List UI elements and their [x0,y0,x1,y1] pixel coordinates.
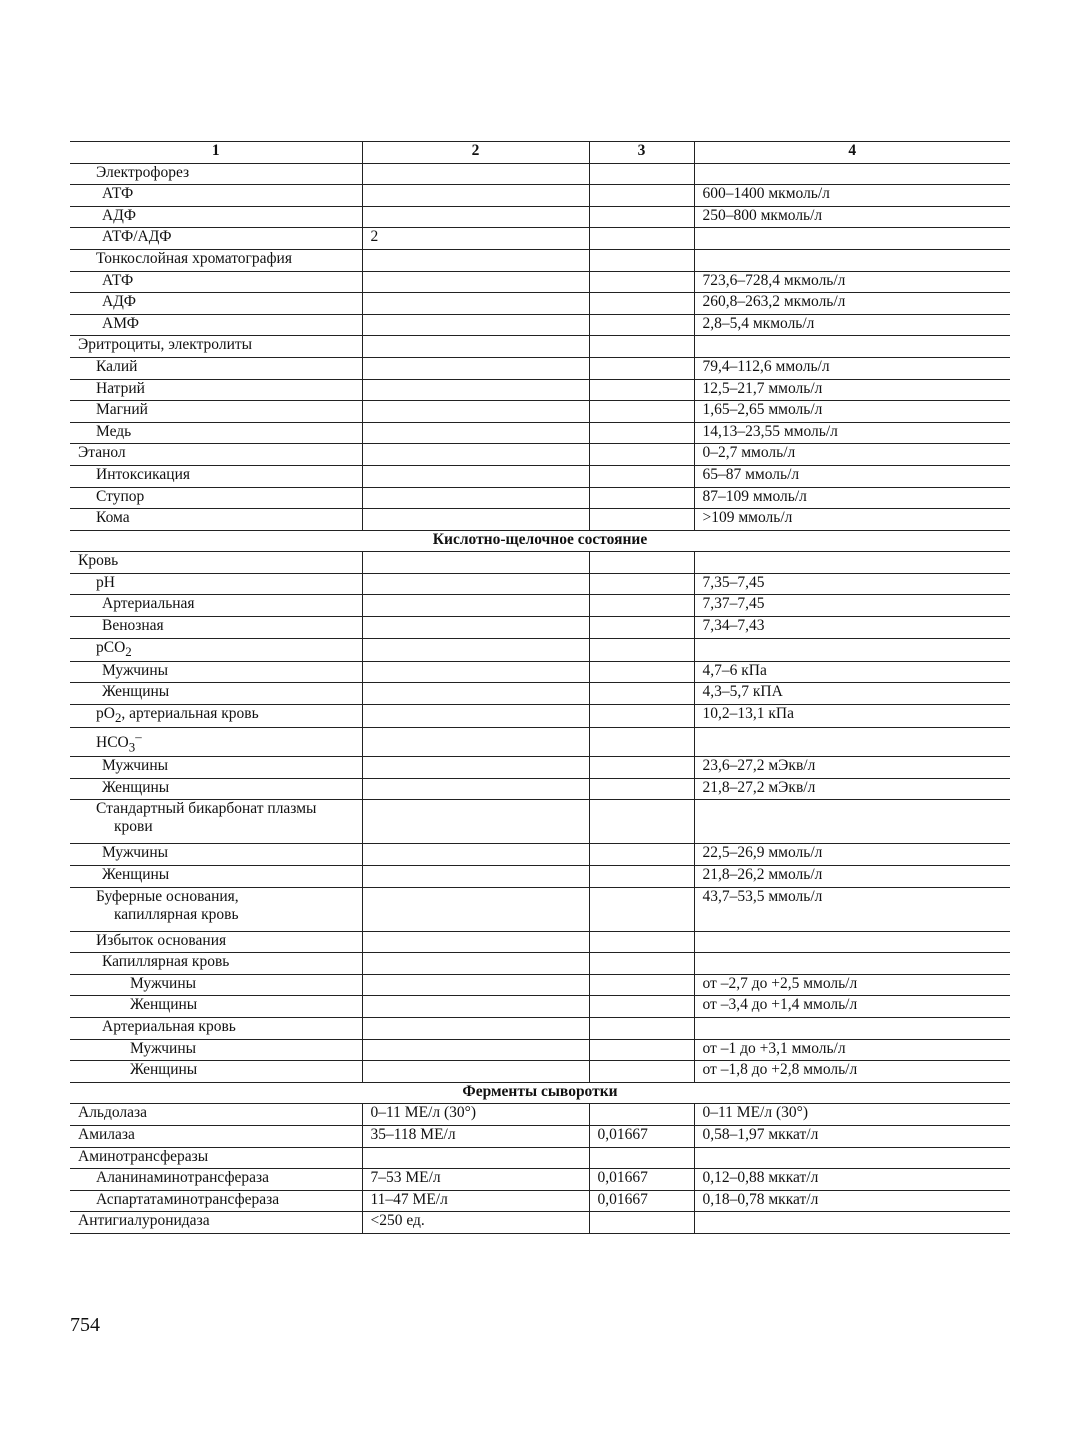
parameter-name-tail: , артериальная кровь [121,704,259,722]
section-title: Ферменты сыворотки [70,1082,1010,1104]
si-units-cell: 7,37–7,45 [694,595,1010,617]
conversion-factor-cell [589,185,694,207]
si-units-cell: >109 ммоль/л [694,509,1010,531]
conventional-units-cell [362,293,589,315]
parameter-cell [70,249,362,271]
conversion-factor-cell [589,844,694,866]
parameter-name: Мужчины [130,1039,197,1057]
conversion-factor-cell [589,974,694,996]
conventional-units-cell [362,778,589,800]
parameter-name: Альдолаза [78,1104,148,1122]
conversion-factor-cell [589,800,694,844]
parameter-name: АТФ [102,271,134,289]
si-units-cell [694,1212,1010,1234]
conversion-factor-cell [589,249,694,271]
parameter-cell [70,293,362,315]
parameter-name: HCO [96,734,129,752]
parameter-name: АТФ/АДФ [102,228,172,246]
conventional-units-cell: 2 [362,228,589,250]
conversion-factor-cell [589,638,694,661]
si-units-cell [694,163,1010,185]
parameter-cell [70,844,362,866]
conventional-units-cell [362,465,589,487]
si-units-cell: 1,65–2,65 ммоль/л [694,401,1010,423]
parameter-cell [70,185,362,207]
conventional-units-cell [362,1061,589,1083]
parameter-name: Мужчины [130,974,197,992]
subscript: 2 [114,710,122,726]
conversion-factor-cell [589,1147,694,1169]
parameter-name: Женщины [102,778,170,796]
parameter-name: Аминотрансферазы [78,1147,209,1165]
conventional-units-cell [362,249,589,271]
conventional-units-cell [362,185,589,207]
parameter-name: pCO [96,638,126,656]
table-row [70,595,1010,617]
table-row [70,704,1010,727]
conventional-units-cell [362,617,589,639]
parameter-name: Капиллярная кровь [102,953,230,971]
parameter-name: Амилаза [78,1126,135,1143]
conventional-units-cell [362,953,589,975]
si-units-cell [694,1018,1010,1040]
subscript: 3 [128,739,136,755]
section-header-row [70,530,1010,552]
table-row [70,996,1010,1018]
si-units-cell [694,953,1010,975]
parameter-cell [70,1126,362,1148]
table-row [70,866,1010,888]
table-row [70,1212,1010,1234]
parameter-cell [70,271,362,293]
conventional-units-cell [362,887,589,931]
parameter-cell [70,1061,362,1083]
conventional-units-cell [362,271,589,293]
parameter-name-continued: капиллярная кровь [114,905,239,923]
table-row [70,163,1010,185]
parameter-cell [70,728,362,757]
si-units-cell: 2,8–5,4 мкмоль/л [694,314,1010,336]
si-units-cell: 0,58–1,97 мккат/л [694,1126,1010,1148]
table-row [70,293,1010,315]
parameter-cell [70,1190,362,1212]
conventional-units-cell [362,661,589,683]
conventional-units-cell [362,931,589,953]
table-row [70,444,1010,466]
conventional-units-cell [362,422,589,444]
conventional-units-cell [362,509,589,531]
table-row [70,1039,1010,1061]
si-units-cell: 14,13–23,55 ммоль/л [694,422,1010,444]
conventional-units-cell: 35–118 МЕ/л [362,1126,589,1148]
table-row [70,314,1010,336]
conversion-factor-cell [589,206,694,228]
conversion-factor-cell [589,1039,694,1061]
si-units-cell: от –1,8 до +2,8 ммоль/л [694,1061,1010,1083]
si-units-cell: 21,8–26,2 ммоль/л [694,866,1010,888]
si-units-cell [694,228,1010,250]
table-row [70,800,1010,844]
table-row [70,401,1010,423]
parameter-cell [70,1212,362,1234]
si-units-cell: 23,6–27,2 мЭкв/л [694,757,1010,779]
section-header-row [70,1082,1010,1104]
conversion-factor-cell [589,271,694,293]
parameter-cell [70,379,362,401]
parameter-cell [70,704,362,727]
conversion-factor-cell [589,1104,694,1126]
parameter-name: АДФ [102,206,137,224]
si-units-cell: 87–109 ммоль/л [694,487,1010,509]
table-row [70,778,1010,800]
parameter-cell [70,228,362,250]
parameter-name: Электрофорез [96,163,190,181]
si-units-cell [694,800,1010,844]
conversion-factor-cell: 0,01667 [589,1169,694,1191]
parameter-name: Магний [96,401,148,419]
si-units-cell: от –3,4 до +1,4 ммоль/л [694,996,1010,1018]
conversion-factor-cell [589,379,694,401]
parameter-name: Кровь [78,552,119,570]
parameter-name: Калий [96,357,138,375]
parameter-name: Этанол [78,444,126,462]
parameter-name: Венозная [102,617,164,635]
header-col-4: 4 [694,142,1010,164]
conventional-units-cell [362,314,589,336]
parameter-name: Интоксикация [96,465,191,483]
parameter-cell [70,778,362,800]
table-row [70,1147,1010,1169]
header-col-2: 2 [362,142,589,164]
parameter-name: АМФ [102,314,140,332]
conventional-units-cell [362,1039,589,1061]
parameter-cell [70,444,362,466]
conversion-factor-cell [589,465,694,487]
parameter-cell [70,683,362,705]
si-units-cell: 0–11 МЕ/л (30°) [694,1104,1010,1126]
parameter-cell [70,661,362,683]
si-units-cell [694,249,1010,271]
parameter-name: Мужчины [102,757,169,775]
parameter-name: Мужчины [102,661,169,679]
parameter-cell [70,401,362,423]
conversion-factor-cell [589,1018,694,1040]
conversion-factor-cell [589,444,694,466]
parameter-cell [70,887,362,931]
conversion-factor-cell [589,1212,694,1234]
si-units-cell: 0,12–0,88 мккат/л [694,1169,1010,1191]
conventional-units-cell [362,379,589,401]
parameter-cell [70,206,362,228]
parameter-name: Женщины [130,1061,198,1079]
conventional-units-cell [362,1018,589,1040]
parameter-name: Артериальная [102,595,195,613]
table-row [70,638,1010,661]
table-row [70,379,1010,401]
parameter-name: Тонкослойная хроматография [96,249,292,267]
table-row [70,661,1010,683]
parameter-name: Избыток основания [96,931,227,949]
parameter-name: Медь [96,422,132,440]
conversion-factor-cell [589,661,694,683]
si-units-cell [694,1147,1010,1169]
conversion-factor-cell [589,573,694,595]
conventional-units-cell [362,487,589,509]
page-number: 754 [70,1314,100,1336]
parameter-cell [70,996,362,1018]
conversion-factor-cell [589,778,694,800]
parameter-cell [70,509,362,531]
parameter-cell [70,1169,362,1191]
parameter-name: Женщины [130,996,198,1014]
si-units-cell [694,931,1010,953]
conversion-factor-cell [589,683,694,705]
conventional-units-cell [362,757,589,779]
table-row [70,1104,1010,1126]
parameter-cell [70,163,362,185]
si-units-cell: 79,4–112,6 ммоль/л [694,357,1010,379]
table-row [70,465,1010,487]
si-units-cell [694,728,1010,757]
parameter-name: Женщины [102,683,170,701]
table-row [70,617,1010,639]
reference-values-table [70,141,1010,1234]
conversion-factor-cell [589,704,694,727]
table-row [70,1169,1010,1191]
parameter-name: АТФ [102,185,134,203]
conventional-units-cell [362,800,589,844]
parameter-cell [70,422,362,444]
parameter-name: Мужчины [102,844,169,862]
conversion-factor-cell [589,163,694,185]
si-units-cell: 250–800 мкмоль/л [694,206,1010,228]
conversion-factor-cell [589,887,694,931]
table-row [70,185,1010,207]
conversion-factor-cell [589,228,694,250]
conventional-units-cell [362,638,589,661]
parameter-name: Женщины [102,866,170,884]
parameter-cell [70,1147,362,1169]
parameter-cell [70,487,362,509]
conversion-factor-cell [589,931,694,953]
superscript: – [135,729,142,745]
conventional-units-cell [362,704,589,727]
si-units-cell: 12,5–21,7 ммоль/л [694,379,1010,401]
si-units-cell [694,336,1010,358]
conversion-factor-cell [589,509,694,531]
table-row [70,931,1010,953]
parameter-name: АДФ [102,293,137,311]
header-col-3: 3 [589,142,694,164]
si-units-cell: 7,34–7,43 [694,617,1010,639]
table-row [70,249,1010,271]
conventional-units-cell [362,336,589,358]
parameter-cell [70,974,362,996]
parameter-cell [70,1039,362,1061]
conventional-units-cell [362,573,589,595]
parameter-cell [70,866,362,888]
parameter-cell [70,595,362,617]
conversion-factor-cell [589,728,694,757]
si-units-cell [694,638,1010,661]
conventional-units-cell [362,357,589,379]
parameter-name: pO [96,704,115,722]
parameter-cell [70,336,362,358]
table-row [70,953,1010,975]
parameter-cell [70,314,362,336]
parameter-cell [70,800,362,844]
conventional-units-cell [362,595,589,617]
parameter-name: Аланинаминотрансфераза [96,1169,270,1187]
conversion-factor-cell [589,336,694,358]
parameter-name: Аспартатаминотрансфераза [96,1190,280,1208]
table-row [70,552,1010,574]
conversion-factor-cell [589,595,694,617]
conventional-units-cell [362,974,589,996]
conversion-factor-cell [589,357,694,379]
section-title: Кислотно-щелочное состояние [70,530,1010,552]
si-units-cell: 7,35–7,45 [694,573,1010,595]
table-row [70,1061,1010,1083]
si-units-cell: 4,3–5,7 кПА [694,683,1010,705]
table-row [70,271,1010,293]
conventional-units-cell [362,401,589,423]
conversion-factor-cell [589,1061,694,1083]
table-row [70,336,1010,358]
table-row [70,728,1010,757]
parameter-name: Кома [96,509,130,527]
conventional-units-cell [362,163,589,185]
parameter-cell [70,638,362,661]
table-row [70,757,1010,779]
parameter-cell [70,1104,362,1126]
parameter-cell [70,357,362,379]
conversion-factor-cell: 0,01667 [589,1126,694,1148]
parameter-cell [70,573,362,595]
conventional-units-cell: 7–53 МЕ/л [362,1169,589,1191]
conventional-units-cell: 11–47 МЕ/л [362,1190,589,1212]
parameter-name: Ступор [96,487,145,505]
si-units-cell: 10,2–13,1 кПа [694,704,1010,727]
si-units-cell: 260,8–263,2 мкмоль/л [694,293,1010,315]
parameter-cell [70,931,362,953]
table-body [70,142,1010,1234]
parameter-cell [70,1018,362,1040]
si-units-cell: 600–1400 мкмоль/л [694,185,1010,207]
conversion-factor-cell: 0,01667 [589,1190,694,1212]
table-row [70,509,1010,531]
si-units-cell: 21,8–27,2 мЭкв/л [694,778,1010,800]
conversion-factor-cell [589,996,694,1018]
header-row [70,142,1010,164]
conventional-units-cell: <250 ед. [362,1212,589,1234]
table-row [70,487,1010,509]
table-row [70,357,1010,379]
si-units-cell: 0,18–0,78 мккат/л [694,1190,1010,1212]
conversion-factor-cell [589,552,694,574]
table-row [70,573,1010,595]
conversion-factor-cell [589,757,694,779]
parameter-name: pH [96,573,115,591]
si-units-cell: от –2,7 до +2,5 ммоль/л [694,974,1010,996]
conventional-units-cell [362,866,589,888]
parameter-name: Артериальная кровь [102,1018,236,1036]
table-row [70,683,1010,705]
si-units-cell: 4,7–6 кПа [694,661,1010,683]
parameter-name: Антигиалуронидаза [78,1212,210,1230]
conversion-factor-cell [589,866,694,888]
table-row [70,844,1010,866]
si-units-cell: 43,7–53,5 ммоль/л [694,887,1010,931]
subscript: 2 [125,643,132,659]
conventional-units-cell [362,683,589,705]
conversion-factor-cell [589,617,694,639]
parameter-name-continued: крови [114,818,153,836]
parameter-cell [70,617,362,639]
si-units-cell: от –1 до +3,1 ммоль/л [694,1039,1010,1061]
si-units-cell: 723,6–728,4 мкмоль/л [694,271,1010,293]
conventional-units-cell [362,996,589,1018]
table-row [70,1126,1010,1148]
table-row [70,974,1010,996]
conventional-units-cell [362,1147,589,1169]
parameter-cell [70,953,362,975]
parameter-name: Стандартный бикарбонат плазмы [96,800,317,818]
parameter-cell [70,465,362,487]
conversion-factor-cell [589,487,694,509]
parameter-cell [70,552,362,574]
table-row [70,422,1010,444]
parameter-cell [70,757,362,779]
si-units-cell: 22,5–26,9 ммоль/л [694,844,1010,866]
conventional-units-cell [362,444,589,466]
header-col-1: 1 [70,142,362,164]
conventional-units-cell: 0–11 МЕ/л (30°) [362,1104,589,1126]
conventional-units-cell [362,844,589,866]
conventional-units-cell [362,728,589,757]
conventional-units-cell [362,552,589,574]
table-row [70,1018,1010,1040]
table-row [70,887,1010,931]
table-row [70,228,1010,250]
conventional-units-cell [362,206,589,228]
conversion-factor-cell [589,422,694,444]
table-row [70,206,1010,228]
conversion-factor-cell [589,314,694,336]
si-units-cell [694,552,1010,574]
parameter-name: Буферные основания, [96,887,239,905]
conversion-factor-cell [589,953,694,975]
si-units-cell: 0–2,7 ммоль/л [694,444,1010,466]
parameter-name: Натрий [96,379,145,397]
parameter-name: Эритроциты, электролиты [78,336,253,354]
table-row [70,1190,1010,1212]
si-units-cell: 65–87 ммоль/л [694,465,1010,487]
conversion-factor-cell [589,293,694,315]
conversion-factor-cell [589,401,694,423]
